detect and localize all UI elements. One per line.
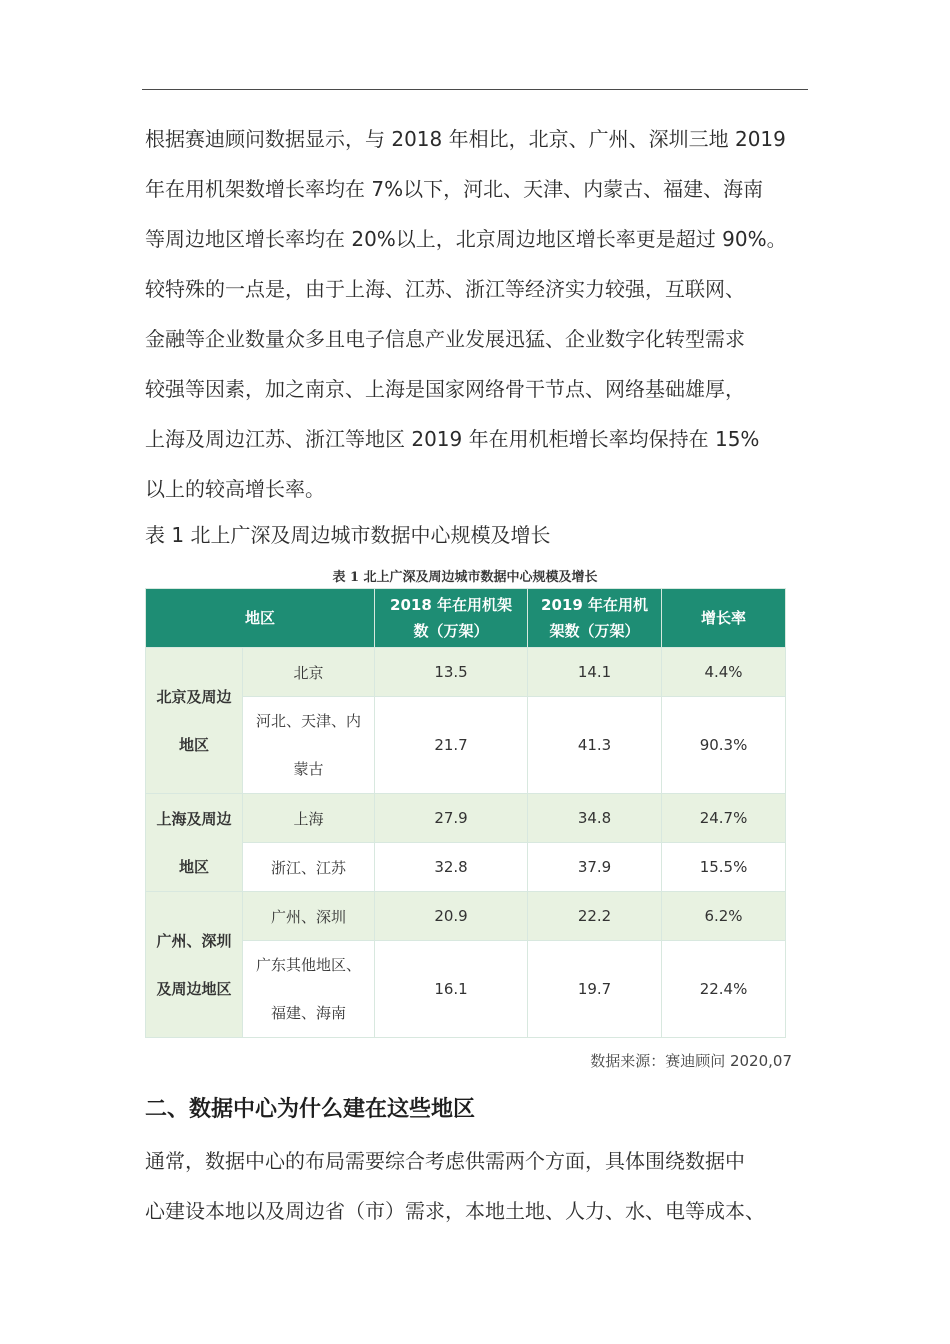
value-2018-cell: 27.9 — [375, 794, 528, 843]
table-caption: 表 1 北上广深及周边城市数据中心规模及增长 — [145, 523, 551, 547]
datacenter-scale-table — [145, 588, 786, 1038]
paragraph-line: 心建设本地以及周边省（市）需求，本地土地、人力、水、电等成本、 — [145, 1199, 765, 1223]
growth-cell: 4.4% — [662, 648, 786, 697]
area-cell: 河北、天津、内 蒙古 — [243, 697, 375, 794]
table-source-note: 数据来源：赛迪顾问 2020,07 — [590, 1052, 792, 1070]
table-image-title: 表 1 北上广深及周边城市数据中心规模及增长 — [332, 570, 598, 585]
growth-cell: 90.3% — [662, 697, 786, 794]
region-cell: 广州、深圳 及周边地区 — [146, 892, 243, 1038]
region-cell: 上海及周边 地区 — [146, 794, 243, 892]
header-growth: 增长率 — [662, 589, 786, 648]
intro-paragraph — [145, 114, 810, 514]
value-2018-cell: 16.1 — [375, 941, 528, 1038]
growth-cell: 15.5% — [662, 843, 786, 892]
paragraph-line: 较强等因素，加之南京、上海是国家网络骨干节点、网络基础雄厚， — [145, 377, 745, 401]
area-cell: 北京 — [243, 648, 375, 697]
header-region: 地区 — [146, 589, 375, 648]
growth-cell: 24.7% — [662, 794, 786, 843]
data-table-figure — [145, 588, 785, 1036]
paragraph-line: 通常，数据中心的布局需要综合考虑供需两个方面，具体围绕数据中 — [145, 1149, 745, 1173]
area-cell: 上海 — [243, 794, 375, 843]
value-2019-cell: 14.1 — [528, 648, 662, 697]
value-2018-cell: 13.5 — [375, 648, 528, 697]
section-paragraph — [145, 1136, 810, 1236]
paragraph-line: 上海及周边江苏、浙江等地区 2019 年在用机柜增长率均保持在 15% — [145, 427, 760, 451]
table-row — [146, 892, 786, 941]
growth-cell: 22.4% — [662, 941, 786, 1038]
top-divider — [142, 89, 808, 90]
table-row — [146, 794, 786, 843]
value-2019-cell: 37.9 — [528, 843, 662, 892]
value-2019-cell: 19.7 — [528, 941, 662, 1038]
region-cell: 北京及周边 地区 — [146, 648, 243, 794]
value-2018-cell: 20.9 — [375, 892, 528, 941]
area-cell: 广东其他地区、 福建、海南 — [243, 941, 375, 1038]
paragraph-line: 以上的较高增长率。 — [145, 477, 325, 501]
paragraph-line: 较特殊的一点是，由于上海、江苏、浙江等经济实力较强，互联网、 — [145, 277, 745, 301]
paragraph-line: 根据赛迪顾问数据显示，与 2018 年相比，北京、广州、深圳三地 2019 — [145, 127, 786, 151]
value-2019-cell: 41.3 — [528, 697, 662, 794]
table-row — [146, 648, 786, 697]
growth-cell: 6.2% — [662, 892, 786, 941]
header-2018: 2018 年在用机架 数（万架） — [375, 589, 528, 648]
section-heading: 二、数据中心为什么建在这些地区 — [145, 1097, 476, 1122]
area-cell: 浙江、江苏 — [243, 843, 375, 892]
area-cell: 广州、深圳 — [243, 892, 375, 941]
value-2018-cell: 32.8 — [375, 843, 528, 892]
paragraph-line: 等周边地区增长率均在 20%以上，北京周边地区增长率更是超过 90%。 — [145, 227, 787, 251]
value-2019-cell: 34.8 — [528, 794, 662, 843]
value-2018-cell: 21.7 — [375, 697, 528, 794]
paragraph-line: 金融等企业数量众多且电子信息产业发展迅猛、企业数字化转型需求 — [145, 327, 745, 351]
paragraph-line: 年在用机架数增长率均在 7%以下，河北、天津、内蒙古、福建、海南 — [145, 177, 764, 201]
table-header-row — [146, 589, 786, 648]
value-2019-cell: 22.2 — [528, 892, 662, 941]
header-2019: 2019 年在用机 架数（万架） — [528, 589, 662, 648]
